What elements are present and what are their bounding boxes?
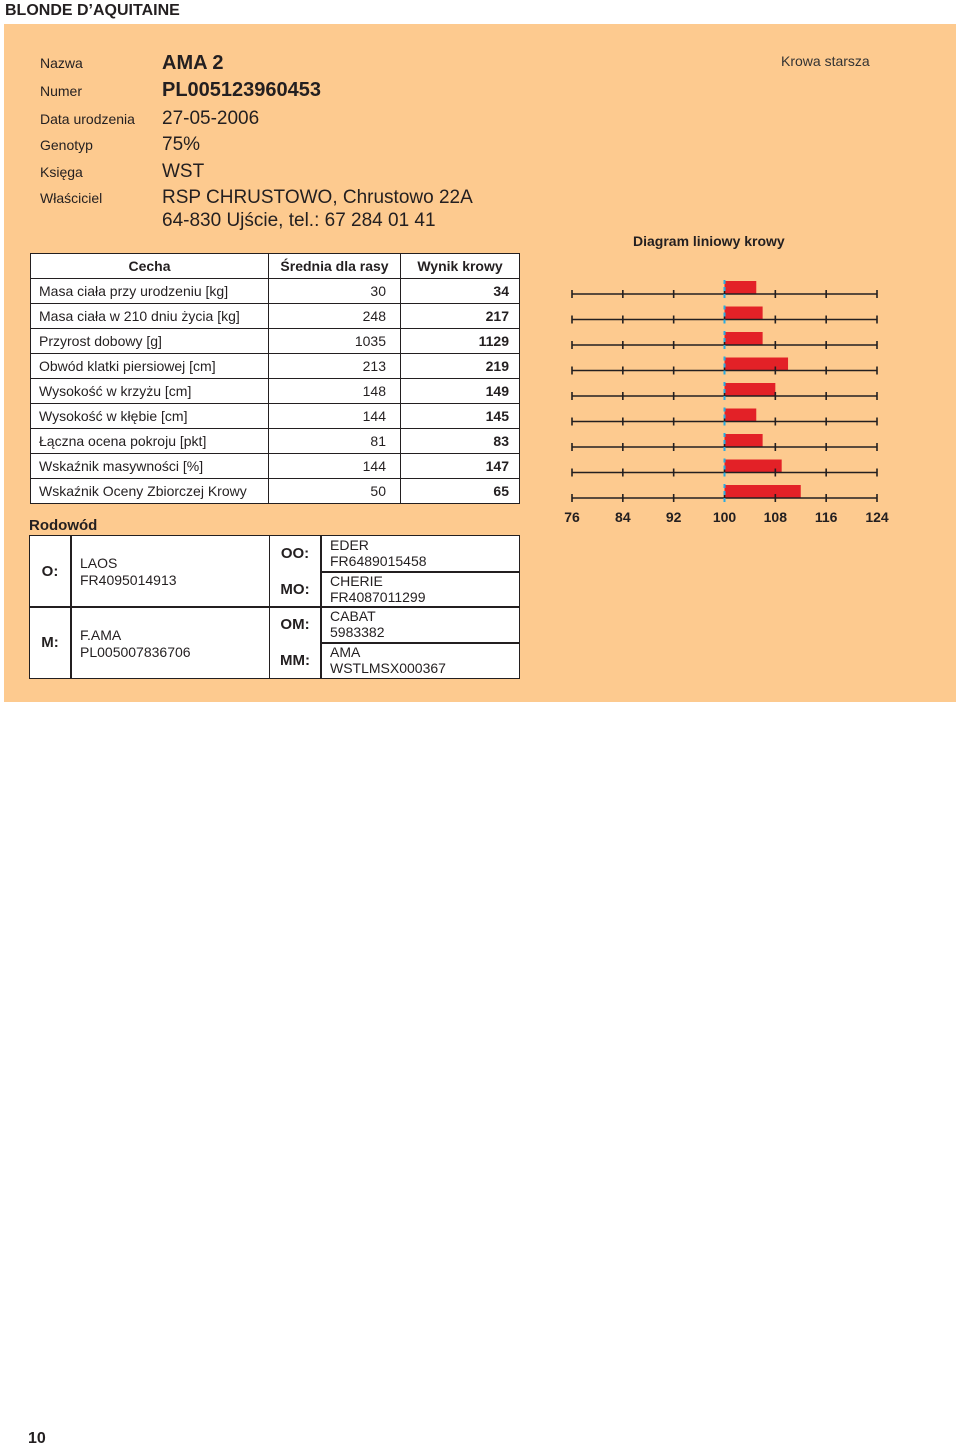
table-row — [31, 479, 520, 504]
table-row — [31, 429, 520, 454]
traits-table — [30, 253, 520, 504]
table-header-row — [31, 254, 520, 279]
result-cell: 83 — [401, 429, 520, 454]
header-average: Średnia dla rasy — [269, 254, 401, 279]
table-row — [31, 354, 520, 379]
header-trait: Cecha — [31, 254, 269, 279]
result-cell: 65 — [401, 479, 520, 504]
average-cell: 50 — [269, 479, 401, 504]
diagram-tick-label: 100 — [712, 509, 737, 525]
diagram-tick-label: 108 — [763, 509, 788, 525]
om-id: 5983382 — [330, 624, 385, 640]
diagram-bar — [725, 460, 782, 473]
average-cell: 1035 — [269, 329, 401, 354]
pedigree-grandparents-box — [269, 535, 520, 679]
pedigree-title: Rodowód — [29, 517, 98, 534]
diagram-bar — [725, 409, 757, 422]
oo-label: OO: — [280, 545, 310, 562]
result-cell: 34 — [401, 279, 520, 304]
mm-id: WSTLMSX000367 — [330, 660, 446, 676]
sire-id: FR4095014913 — [80, 572, 177, 588]
genotype-label: Genotyp — [40, 137, 93, 153]
mo-id: FR4087011299 — [330, 589, 426, 605]
om-label: OM: — [280, 616, 310, 633]
dam-id: PL005007836706 — [80, 644, 191, 660]
om-name: CABAT — [330, 608, 376, 624]
table-row — [31, 454, 520, 479]
table-row — [31, 379, 520, 404]
cow-name: AMA 2 — [162, 52, 224, 74]
diagram-bar — [725, 485, 801, 498]
trait-cell: Wskaźnik Oceny Zbiorczej Krowy — [31, 479, 269, 504]
mo-name: CHERIE — [330, 573, 383, 589]
table-row — [31, 304, 520, 329]
trait-cell: Przyrost dobowy [g] — [31, 329, 269, 354]
mm-name: AMA — [330, 644, 361, 660]
cow-number: PL005123960453 — [162, 79, 322, 101]
owner-line2: 64-830 Ujście, tel.: 67 284 01 41 — [162, 210, 436, 231]
trait-cell: Wysokość w krzyżu [cm] — [31, 379, 269, 404]
diagram-tick-label: 92 — [665, 509, 682, 525]
table-row — [31, 329, 520, 354]
sire-label: O: — [41, 562, 59, 580]
trait-cell: Masa ciała w 210 dniu życia [kg] — [31, 304, 269, 329]
diagram-bar — [725, 332, 763, 345]
dam-name: F.AMA — [80, 627, 122, 643]
average-cell: 148 — [269, 379, 401, 404]
mo-label: MO: — [280, 580, 310, 598]
diagram-tick-label: 116 — [814, 509, 838, 525]
header-result: Wynik krowy — [401, 254, 520, 279]
average-cell: 81 — [269, 429, 401, 454]
cow-book: WST — [162, 161, 205, 182]
trait-cell: Wysokość w kłębie [cm] — [31, 404, 269, 429]
cow-dob: 27-05-2006 — [162, 108, 260, 129]
result-cell: 145 — [401, 404, 520, 429]
diagram-bar — [725, 307, 763, 320]
mm-label: MM: — [280, 652, 310, 669]
category-label: Krowa starsza — [781, 53, 870, 69]
diagram-bar — [725, 281, 757, 294]
diagram-tick-label: 84 — [615, 509, 631, 525]
table-row — [31, 279, 520, 304]
owner-label: Właściciel — [40, 190, 103, 206]
result-cell: 147 — [401, 454, 520, 479]
trait-cell: Wskaźnik masywności [%] — [31, 454, 269, 479]
average-cell: 213 — [269, 354, 401, 379]
average-cell: 248 — [269, 304, 401, 329]
sire-name: LAOS — [80, 555, 118, 571]
linear-diagram-chart — [560, 268, 900, 530]
name-label: Nazwa — [40, 55, 83, 71]
average-cell: 144 — [269, 454, 401, 479]
trait-cell: Obwód klatki piersiowej [cm] — [31, 354, 269, 379]
average-cell: 30 — [269, 279, 401, 304]
pedigree-parents-box — [29, 535, 271, 679]
dob-label: Data urodzenia — [40, 111, 135, 127]
diagram-bar — [725, 383, 776, 396]
diagram-title: Diagram liniowy krowy — [633, 233, 785, 249]
cow-genotype: 75% — [162, 134, 201, 155]
number-label: Numer — [40, 83, 83, 99]
dam-label: M: — [41, 634, 59, 651]
result-cell: 219 — [401, 354, 520, 379]
diagram-bar — [725, 358, 789, 371]
oo-id: FR6489015458 — [330, 553, 427, 569]
table-row — [31, 404, 520, 429]
breed-title: BLONDE D’AQUITAINE — [5, 2, 180, 19]
owner-line1: RSP CHRUSTOWO, Chrustowo 22A — [162, 187, 473, 208]
trait-cell: Masa ciała przy urodzeniu [kg] — [31, 279, 269, 304]
result-cell: 217 — [401, 304, 520, 329]
diagram-tick-label: 76 — [564, 509, 580, 525]
result-cell: 1129 — [401, 329, 520, 354]
page-number: 10 — [28, 1430, 46, 1447]
diagram-bar — [725, 434, 763, 447]
average-cell: 144 — [269, 404, 401, 429]
trait-cell: Łączna ocena pokroju [pkt] — [31, 429, 269, 454]
result-cell: 149 — [401, 379, 520, 404]
diagram-tick-label: 124 — [865, 509, 889, 525]
oo-name: EDER — [330, 537, 369, 553]
book-label: Księga — [40, 164, 83, 180]
